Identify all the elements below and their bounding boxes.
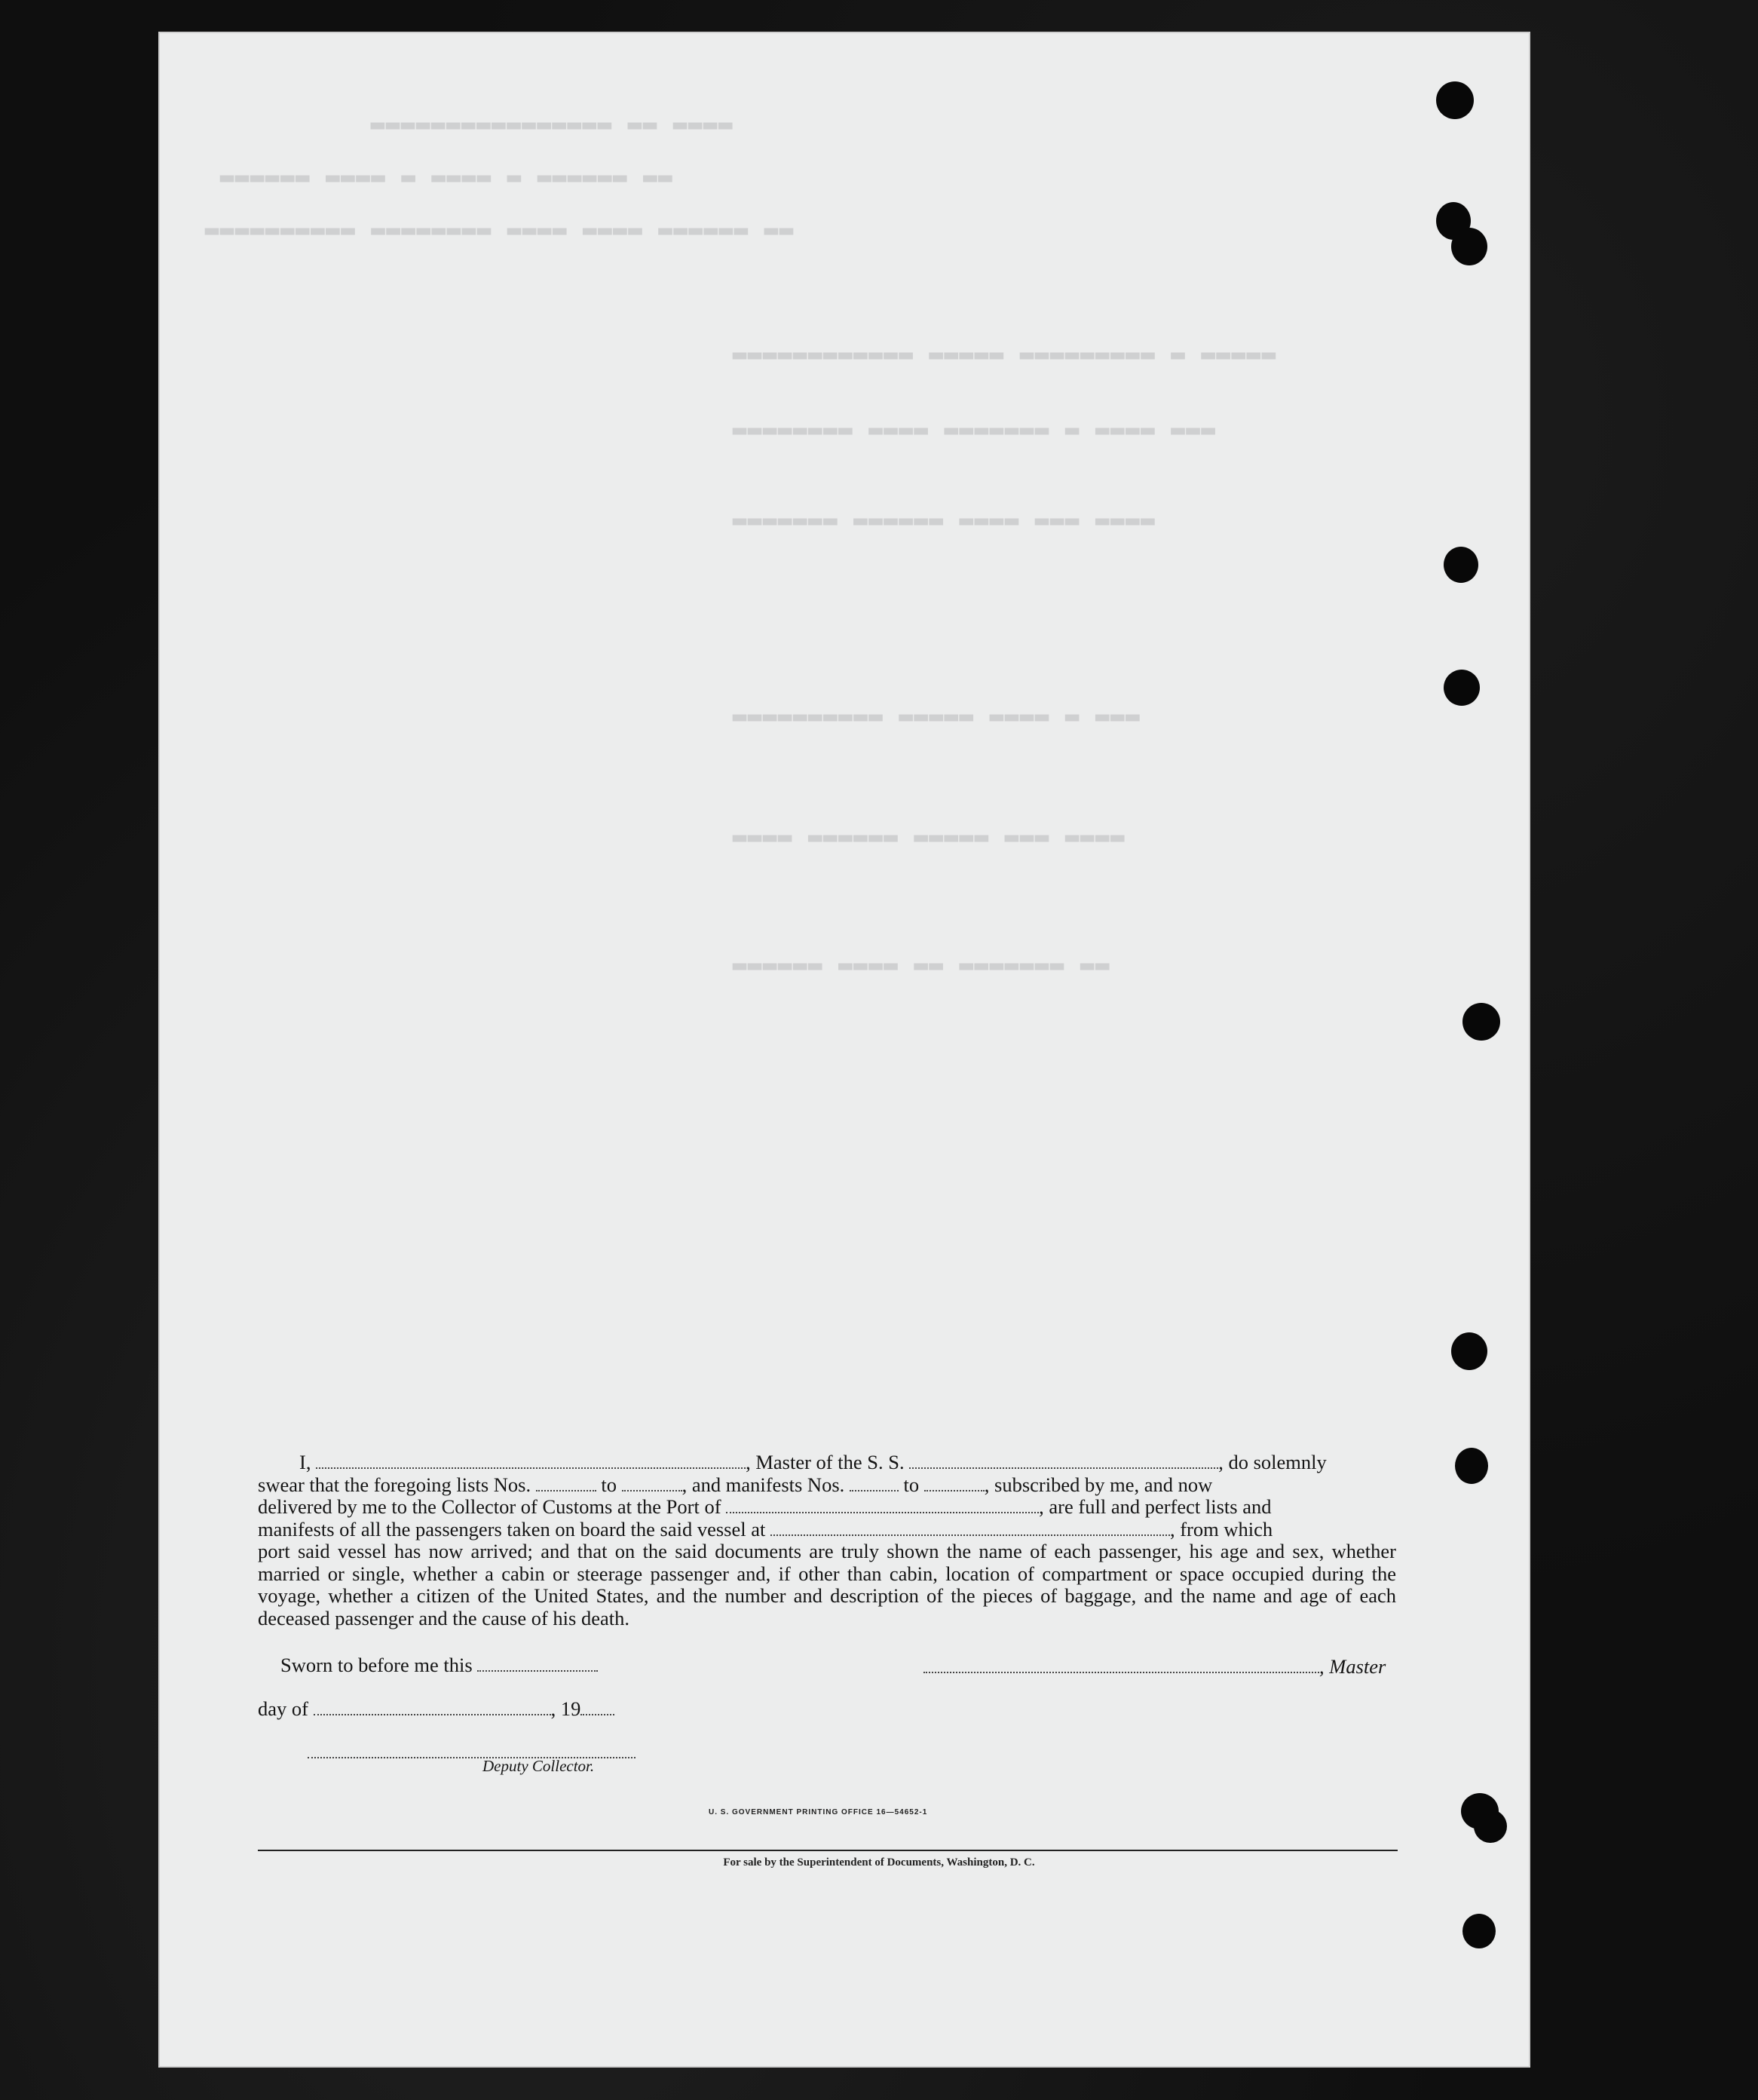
oath-body-text: port said vessel has now arrived; and that on the said documents are truly shown the name of each passenger, his age and sex, whether married or single, whether a cabin or steerage passenger and, if other than cabin, location of compartment or space occupied during the voyage, whether a citizen of the United States, and the number and description of the pieces of baggage, and the name and age of each deceased passenger and the cause of his death. — [258, 1540, 1396, 1629]
punch-hole — [1462, 1914, 1496, 1948]
oath-manifests-label: , and manifests Nos. — [681, 1473, 845, 1496]
oath-i-label: I, — [299, 1451, 311, 1473]
master-signature-label: , Master — [1319, 1655, 1386, 1678]
departure-port-blank — [770, 1519, 1170, 1536]
oath-lists-label: swear that the foregoing lists Nos. — [258, 1473, 531, 1496]
oath-master-label: , Master of the S. S. — [746, 1451, 905, 1473]
sworn-date-blank — [477, 1655, 598, 1672]
punch-hole — [1462, 1003, 1500, 1041]
year-blank — [580, 1699, 614, 1715]
punch-hole — [1451, 1332, 1487, 1370]
sworn-label: Sworn to before me this — [280, 1654, 473, 1676]
oath-solemnly-label: , do solemnly — [1218, 1451, 1327, 1473]
punch-hole — [1436, 81, 1474, 119]
oath-full-perfect-label: , are full and perfect lists and — [1039, 1495, 1272, 1518]
bleed-through-line: ▂▂ ▂▂▂▂▂▂ ▂ ▂▂▂▂ ▂ ▂▂▂▂ ▂▂▂▂▂▂ — [219, 158, 672, 184]
lists-from-blank — [536, 1475, 596, 1491]
master-name-blank — [316, 1452, 746, 1469]
footer-rule — [258, 1850, 1398, 1851]
manifests-from-blank — [850, 1475, 899, 1491]
port-blank — [726, 1497, 1039, 1513]
bleed-through-line: ▂▂ ▂▂▂▂▂▂ ▂▂▂▂ ▂▂▂▂ ▂▂▂▂▂▂▂▂ ▂▂▂▂▂▂▂▂▂▂ — [204, 211, 794, 237]
manifest-page — [158, 32, 1530, 2068]
sworn-line — [280, 1654, 598, 1677]
lists-to-blank — [622, 1475, 682, 1491]
manifests-to-blank — [924, 1475, 985, 1491]
deputy-signature-blank — [308, 1742, 636, 1758]
footer-text: For sale by the Superintendent of Documents, Washington, D. C. — [723, 1856, 1035, 1869]
vessel-name-blank — [909, 1452, 1218, 1469]
punch-hole — [1474, 1810, 1507, 1843]
oath-to-label: to — [601, 1473, 617, 1496]
bleed-through-line: ▂▂▂ ▂▂▂▂ ▂ ▂▂▂▂▂▂▂ ▂▂▂▂ ▂▂▂▂▂▂▂▂ — [731, 411, 1215, 437]
oath-vessel-at-label: manifests of all the passengers taken on board the said vessel at — [258, 1517, 766, 1541]
oath-to-label-2: to — [903, 1473, 920, 1496]
punch-hole — [1455, 1448, 1488, 1484]
printer-mark: U. S. GOVERNMENT PRINTING OFFICE 16—54652-1 — [709, 1808, 928, 1816]
bleed-through-line: ▂▂ ▂▂▂▂▂▂▂ ▂▂ ▂▂▂▂ ▂▂▂▂▂▂ — [731, 946, 1110, 972]
punch-hole — [1444, 670, 1480, 706]
year-label: , 19 — [550, 1697, 581, 1720]
bleed-through-line: ▂▂▂ ▂ ▂▂▂▂ ▂▂▂▂▂ ▂▂▂▂▂▂▂▂▂▂ — [731, 697, 1140, 723]
day-of-line — [258, 1697, 614, 1721]
bleed-through-line: ▂▂▂▂ ▂▂▂ ▂▂▂▂ ▂▂▂▂▂▂ ▂▂▂▂▂▂▂ — [731, 501, 1155, 527]
master-signature-line — [923, 1655, 1386, 1678]
bleed-through-line: ▂▂▂▂ ▂▂ ▂▂▂▂▂▂▂▂▂▂▂▂▂▂▂▂ — [369, 106, 733, 131]
day-of-label: day of — [258, 1697, 308, 1720]
month-blank — [314, 1699, 551, 1715]
oath-subscribed-label: , subscribed by me, and now — [984, 1473, 1213, 1496]
punch-hole — [1451, 228, 1487, 265]
punch-hole — [1444, 547, 1478, 583]
oath-paragraph — [258, 1452, 1396, 1629]
deputy-collector-label: Deputy Collector. — [482, 1757, 595, 1775]
bleed-through-line: ▂▂▂▂▂ ▂ ▂▂▂▂▂▂▂▂▂ ▂▂▂▂▂ ▂▂▂▂▂▂▂▂▂▂▂▂ — [731, 336, 1276, 361]
oath-port-label: delivered by me to the Collector of Customs at the Port of — [258, 1495, 721, 1518]
master-signature-blank — [923, 1657, 1319, 1673]
oath-from-which-label: , from which — [1169, 1517, 1273, 1541]
bleed-through-line: ▂▂▂▂ ▂▂▂ ▂▂▂▂▂ ▂▂▂▂▂▂ ▂▂▂▂ — [731, 818, 1125, 844]
